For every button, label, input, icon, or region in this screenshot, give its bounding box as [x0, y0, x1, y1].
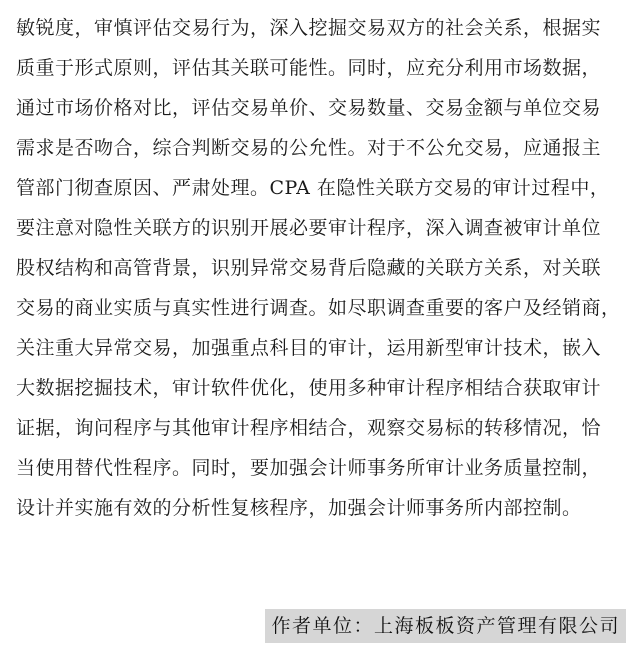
text-line: 设计并实施有效的分析性复核程序，加强会计师事务所内部控制。	[16, 497, 582, 519]
text-line: 交易的商业实质与真实性进行调查。如尽职调查重要的客户及经销商，	[16, 297, 621, 319]
text-line: 敏锐度，审慎评估交易行为，深入挖掘交易双方的社会关系，根据实	[16, 17, 602, 39]
text-line: 管部门彻查原因、严肃处理。CPA 在隐性关联方交易的审计过程中，	[16, 177, 610, 199]
author-affiliation: 作者单位：上海板板资产管理有限公司	[265, 609, 626, 643]
article-body	[16, 8, 628, 528]
text-line: 股权结构和高管背景，识别异常交易背后隐藏的关联方关系，对关联	[16, 257, 602, 279]
text-line: 关注重大异常交易，加强重点科目的审计，运用新型审计技术，嵌入	[16, 337, 602, 359]
text-line: 要注意对隐性关联方的识别开展必要审计程序，深入调查被审计单位	[16, 217, 602, 239]
text-line: 证据，询问程序与其他审计程序相结合，观察交易标的转移情况，恰	[16, 417, 602, 439]
text-line: 需求是否吻合，综合判断交易的公允性。对于不公允交易，应通报主	[16, 137, 602, 159]
text-line: 大数据挖掘技术，审计软件优化，使用多种审计程序相结合获取审计	[16, 377, 602, 399]
text-line: 质重于形式原则，评估其关联可能性。同时，应充分利用市场数据，	[16, 57, 602, 79]
text-line: 通过市场价格对比，评估交易单价、交易数量、交易金额与单位交易	[16, 97, 602, 119]
text-line: 当使用替代性程序。同时，要加强会计师事务所审计业务质量控制，	[16, 457, 602, 479]
